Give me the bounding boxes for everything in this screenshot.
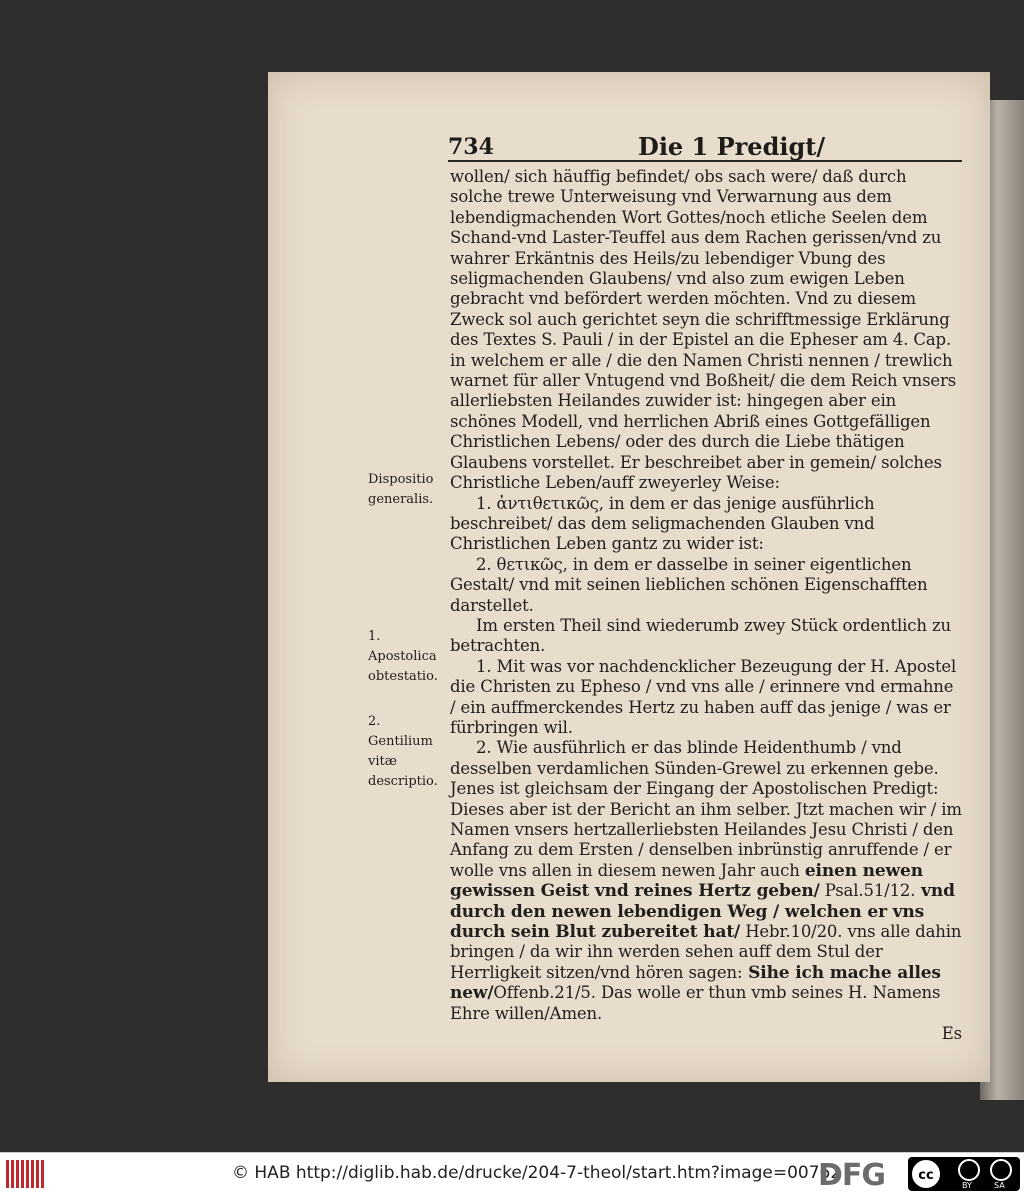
paragraph: wollen/ sich häuffig befindet/ obs sach were/ daß durch solche trewe Unterweisung vnd Verwarnung aus dem lebendigmachenden Wort Gottes/noch etliche Seelen dem Schand-vnd Laster-Teuffel aus dem Rachen gerissen/vnd zu wahrer Erkäntnis des Heils/zu lebendiger Vbung des seligmachenden Glaubens/ vnd also zum ewigen Leben gebracht vnd befördert werden möchten. Vnd zu diesem Zweck sol auch gerichtet seyn die schrifftmessige Erklärung des Textes S. Pauli / in der Epistel an die Epheser am 4. Cap. in welchem er alle / die den Namen Christi nennen / trewlich warnet für aller Vntugend vnd Boßheit/ die dem Reich vnsers allerliebsten Heilandes zuwider ist: hingegen aber ein schönes Modell, vnd herrlichen Abriß eines Gottgefälligen Christlichen Lebens/ oder des durch die Liebe thätigen Glaubens vorstellet. Er beschreibet aber in gemein/ solches Christliche Leben/auff zweyerley Weise: [450, 167, 957, 493]
cc-license-badge[interactable] [908, 1157, 1020, 1191]
scripture-reference: Hebr.10/20. vns alle dahin bringen / da wir ihn werden sehen auff dem Stul der Herrligkeit sitzen/vnd hören sagen: [450, 922, 962, 982]
paragraph: 1. Mit was vor nachdencklicher Bezeugung der H. Apostel die Christen zu Epheso / vnd vns alle / erinnere vnd ermahne / ein auffmerckendes Hertz zu haben auff das jenige / was er fürbringen wil. [450, 656, 957, 737]
paragraph: Im ersten Theil sind wiederumb zwey Stück ordentlich zu betrachten. [450, 615, 951, 656]
paragraph: 2. θετικῶς, in dem er dasselbe in seiner eigentlichen Gestalt/ vnd mit seinen lieblichen schönen Eigenschafften darstellet. [450, 554, 928, 615]
margin-note-obtestatio: 1. Apostolica obtestatio. [368, 629, 438, 684]
catchword: Es [941, 1024, 962, 1044]
paragraph: 1. ἀντιθετικῶς, in dem er das jenige ausführlich beschreibet/ das dem seligmachenden Glauben vnd Christlichen Leben gantz zu wider ist: [450, 493, 875, 554]
page-number: 734 [448, 134, 494, 160]
page-header [448, 134, 962, 162]
running-title: Die 1 Predigt/ [638, 132, 826, 161]
paragraph-text: 2. Wie ausführlich er das blinde Heidenthumb / vnd desselben verdamlichen Sünden-Grewel zu erkennen gebe. Jenes ist gleichsam der Eingang der Apostolischen Predigt: Dieses aber ist der Bericht an ihm selber. Jtzt machen wir / im Namen vnsers hertzallerliebsten Heilandes Jesu Christi / den Anfang zu dem Ersten / denselben inbrünstig anruffende / er wolle vns allen in diesem newen Jahr auch [450, 738, 962, 880]
by-label: BY [962, 1181, 972, 1190]
hab-logo-icon [6, 1160, 46, 1188]
scripture-reference: Psal.51/12. [819, 881, 916, 901]
copyright-link[interactable]: © HAB http://diglib.hab.de/drucke/204-7-theol/start.htm?image=00762 [232, 1163, 842, 1183]
bold-passage: einen newen gewissen Geist vnd reines Hertz geben/ [450, 860, 923, 902]
sa-label: SA [994, 1181, 1005, 1190]
viewer-footer [0, 1152, 1024, 1195]
bold-passage: vnd durch den newen lebendigen Weg / welchen er vns durch sein Blut zubereitet hat/ [450, 881, 955, 943]
margin-note-descriptio: 2. Gentilium vitæ descriptio. [368, 714, 438, 789]
margin-note-dispositio: Dispositio generalis. [368, 472, 434, 507]
dfg-logo: DFG [818, 1158, 886, 1193]
body-text [450, 167, 962, 1044]
scripture-reference: Offenb.21/5. Das wolle er thun vmb seines H. Namens Ehre willen/Amen. [450, 983, 941, 1023]
attribution-icon [958, 1159, 980, 1181]
cc-icon: cc [912, 1160, 940, 1188]
bold-passage: Sihe ich mache alles new/ [450, 962, 941, 1004]
final-paragraph [450, 738, 962, 1024]
share-alike-icon [990, 1159, 1012, 1181]
book-page [268, 72, 990, 1082]
